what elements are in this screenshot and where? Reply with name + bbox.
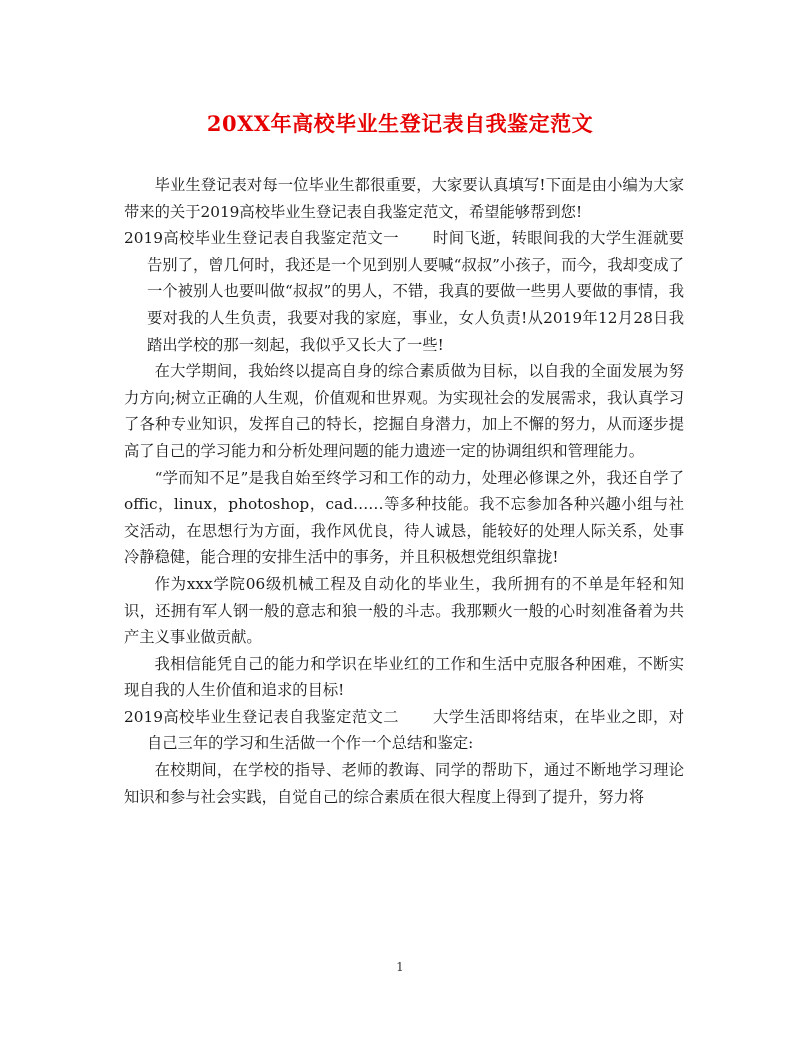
sample1-heading: 2019高校毕业生登记表自我鉴定范文一	[124, 229, 399, 248]
sample2-text: 大学生活即将结束，在毕业之即，对自己三年的学习和生活做一个作一个总结和鉴定:	[146, 707, 684, 753]
sample1-text: 时间飞逝，转眼间我的大学生涯就要告别了，曾几何时，我还是一个见到别人要喊“叔叔”小孩子，而今，我却变成了一个被别人也要叫做“叔叔”的男人，不错，我真的要做一些男人要做的事情，我要对我的人生负责，我要对我的家庭，事业，女人负责!从2019年12月28日我踏出学校的那一刻起，我似乎又长大了一些!	[146, 229, 684, 354]
page-number: 1	[396, 960, 404, 974]
paragraph-2: 在大学期间，我始终以提高自身的综合素质做为目标，以自我的全面发展为努力方向;树立正确的人生观，价值观和世界观。为实现社会的发展需求，我认真学习了各种专业知识，发挥自己的特长，挖掘自身潜力，加上不懈的努力，从而逐步提高了自己的学习能力和分析处理问题的能力遗迹一定的协调组织和管理能力。	[124, 362, 684, 460]
document-title: 20XX年高校毕业生登记表自我鉴定范文	[206, 111, 594, 136]
sample2-paragraph	[124, 704, 684, 757]
paragraph-6: 在校期间，在学校的指导、老师的教诲、同学的帮助下，通过不断地学习理论知识和参与社会实践，自觉自己的综合素质在很大程度上得到了提升，努力将	[124, 761, 684, 806]
sample2-heading: 2019高校毕业生登记表自我鉴定范文二	[124, 707, 399, 726]
sample1-paragraph	[124, 225, 684, 358]
intro-paragraph: 毕业生登记表对每一位毕业生都很重要，大家要认真填写!下面是由小编为大家带来的关于2019高校毕业生登记表自我鉴定范文，希望能够帮到您!	[124, 176, 684, 221]
paragraph-4: 作为xxx学院06级机械工程及自动化的毕业生，我所拥有的不单是年轻和知识，还拥有军人钢一般的意志和狼一般的斗志。我那颗火一般的心时刻准备着为共产主义事业做贡献。	[124, 574, 684, 647]
document-body	[124, 172, 684, 810]
paragraph-3: “学而知不足”是我自始至终学习和工作的动力，处理必修课之外，我还自学了offic，linux，photoshop，cad……等多种技能。我不忘参加各种兴趣小组与社交活动，在思想行为方面，我作风优良，待人诚恳，能较好的处理人际关系，处事冷静稳健，能合理的安排生活中的事务，并且积极想党组织靠拢!	[124, 468, 684, 567]
paragraph-5: 我相信能凭自己的能力和学识在毕业红的工作和生活中克服各种困难，不断实现自我的人生价值和追求的目标!	[124, 654, 684, 700]
